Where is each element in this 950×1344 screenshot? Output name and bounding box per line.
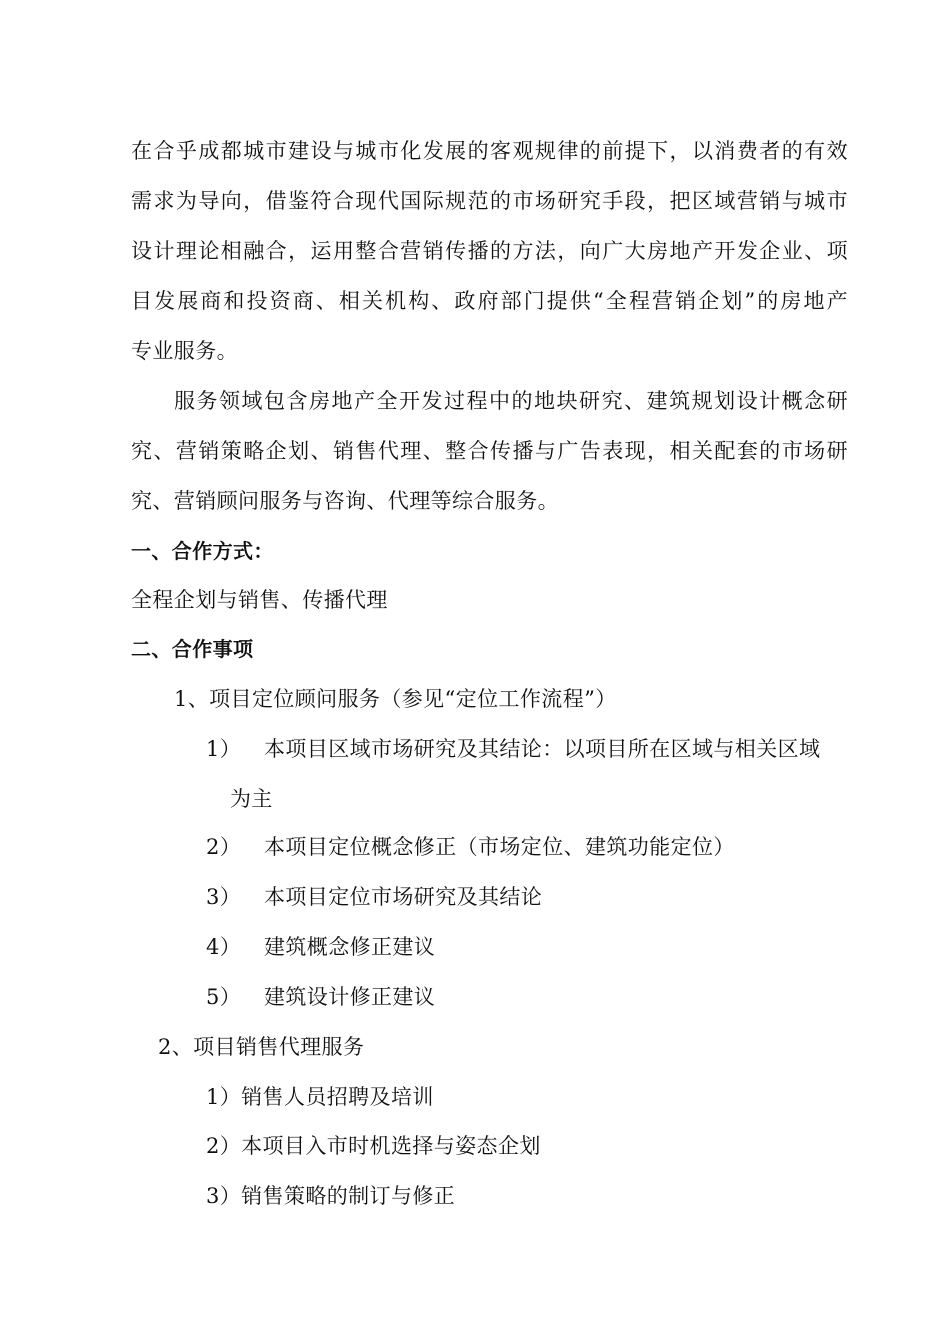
list-item-number: 1）: [206, 737, 242, 761]
list-item-continuation: 为主: [230, 787, 273, 811]
intro-line: 专业服务。: [131, 339, 238, 363]
list-item: 3）销售策略的制订与修正: [206, 1184, 456, 1208]
list-item-number: 4）: [206, 935, 242, 959]
item1-title: 1、项目定位顾问服务（参见“定位工作流程”）: [174, 687, 617, 711]
list-item-text: 建筑概念修正建议: [264, 935, 436, 959]
service-scope-line: 究、营销策略企划、销售代理、整合传播与广告表现，相关配套的市场研: [131, 439, 848, 463]
list-item-text: 本项目定位概念修正（市场定位、建筑功能定位）: [264, 835, 735, 859]
intro-line: 在合乎成都城市建设与城市化发展的客观规律的前提下，以消费者的有效: [131, 139, 848, 163]
list-item: [206, 734, 820, 764]
service-scope-line: 究、营销顾问服务与咨询、代理等综合服务。: [131, 489, 559, 513]
list-item: [206, 932, 435, 962]
list-item-text: 本项目区域市场研究及其结论：以项目所在区域与相关区域: [264, 737, 821, 761]
item2-title: 2、项目销售代理服务: [158, 1035, 365, 1059]
list-item-text: 本项目定位市场研究及其结论: [264, 885, 543, 909]
intro-line: 设计理论相融合，运用整合营销传播的方法，向广大房地产开发企业、项: [131, 239, 848, 263]
section1-heading: 一、合作方式：: [131, 539, 274, 563]
list-item: [206, 982, 435, 1012]
intro-line: 目发展商和投资商、相关机构、政府部门提供“全程营销企划”的房地产: [131, 289, 848, 313]
list-item-text: 建筑设计修正建议: [264, 985, 436, 1009]
list-item: 1）销售人员招聘及培训: [206, 1085, 434, 1109]
list-item-number: 2）: [206, 835, 242, 859]
section1-content: 全程企划与销售、传播代理: [131, 588, 388, 612]
list-item: [206, 882, 542, 912]
intro-line: 需求为导向，借鉴符合现代国际规范的市场研究手段，把区域营销与城市: [131, 189, 848, 213]
list-item-number: 5）: [206, 985, 242, 1009]
list-item: [206, 832, 735, 862]
service-scope-line: 服务领域包含房地产全开发过程中的地块研究、建筑规划设计概念研: [174, 389, 848, 413]
section2-heading: 二、合作事项: [131, 637, 254, 661]
list-item-number: 3）: [206, 885, 242, 909]
list-item: 2）本项目入市时机选择与姿态企划: [206, 1134, 541, 1158]
